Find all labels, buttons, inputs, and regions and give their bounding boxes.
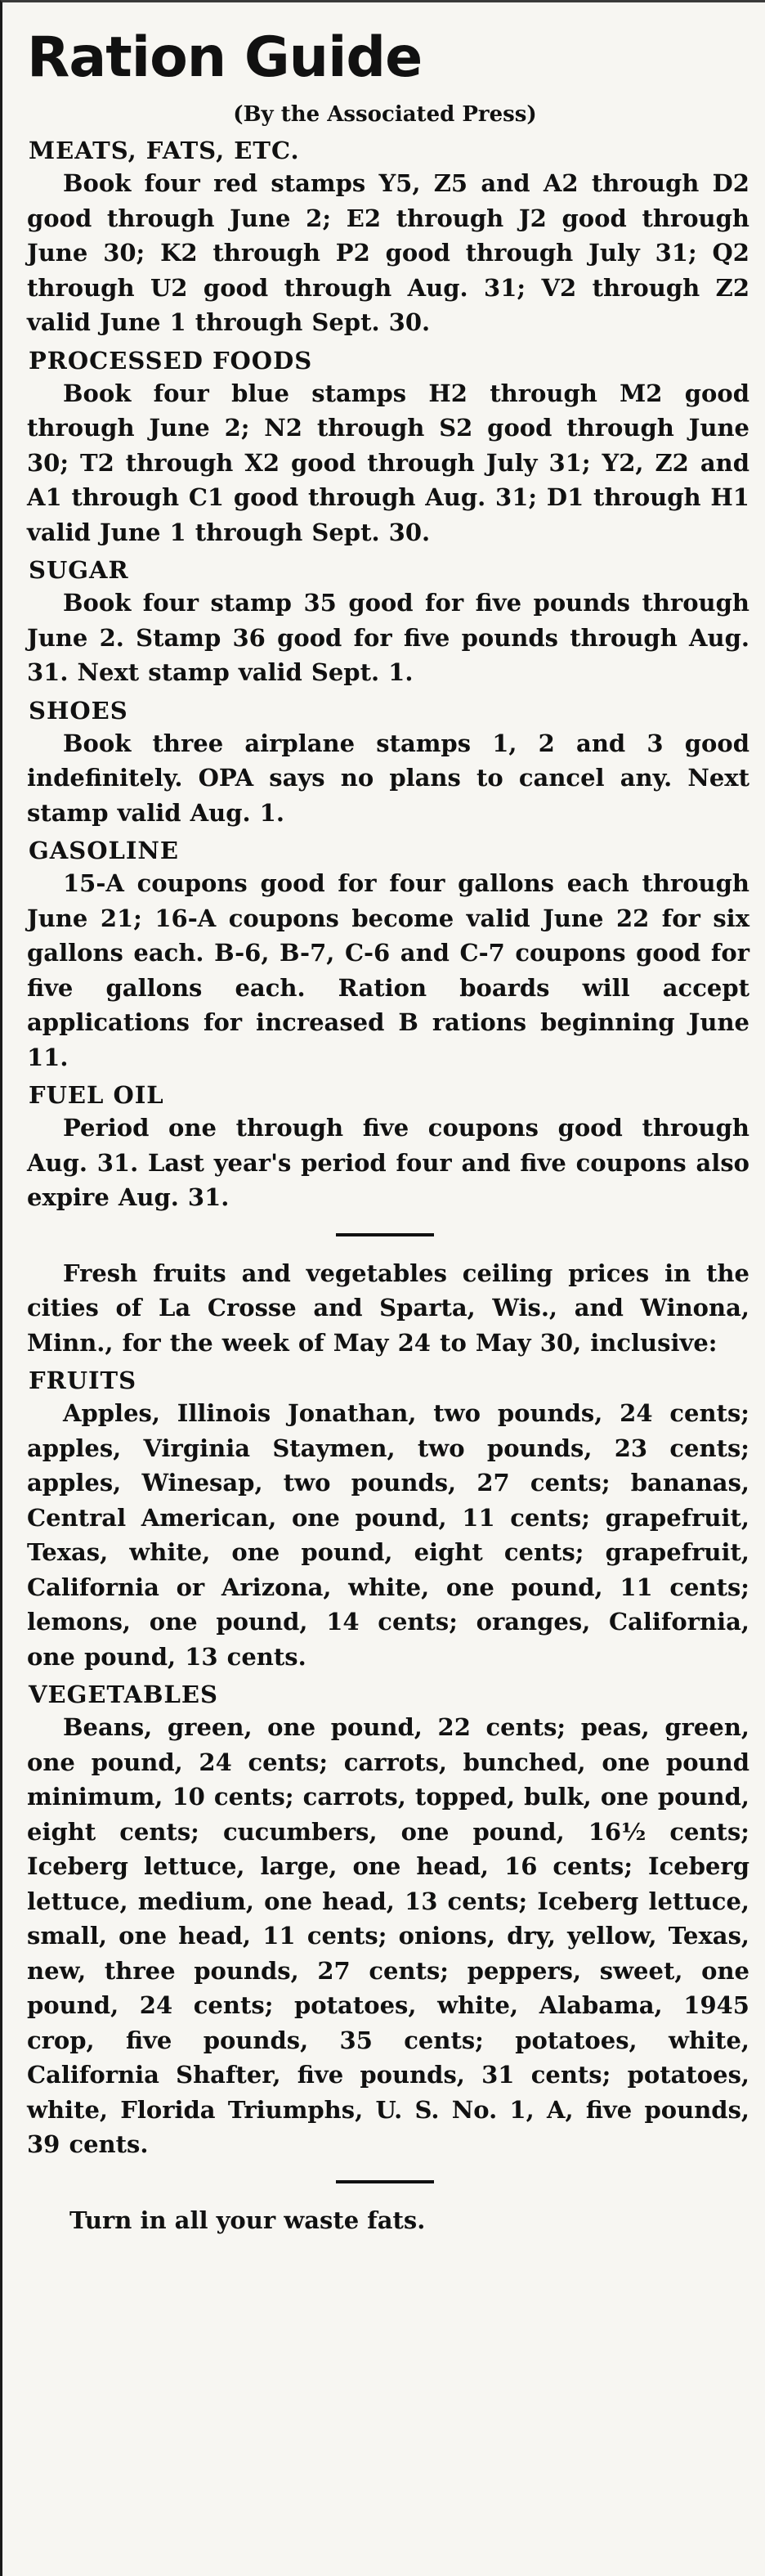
article-headline: Ration Guide <box>27 25 423 90</box>
section-heading-processed-foods: PROCESSED FOODS <box>29 346 313 375</box>
article-column <box>20 2 749 2237</box>
section-text-sugar: Book four stamp 35 good for five pounds through June 2. Stamp 36 good for five pounds through Aug. 31. Next stamp valid Sept. 1. <box>27 589 749 686</box>
section-text-meats: Book four red stamps Y5, Z5 and A2 through D2 good through June 2; E2 through J2 good through June 30; K2 through P2 good through July 31; Q2 through U2 good through Aug. 31; V2 through Z2 valid June 1 through Sept. 30. <box>27 169 749 336</box>
section-text-processed-foods: Book four blue stamps H2 through M2 good through June 2; N2 through S2 good through June 30; T2 through X2 good through July 31; Y2, Z2 and A1 through C1 good through Aug. 31; D1 through H1 valid June 1 through Sept. 30. <box>27 379 749 546</box>
section-text-shoes: Book three airplane stamps 1, 2 and 3 good indefinitely. OPA says no plans to cancel any. Next stamp valid Aug. 1. <box>27 729 749 827</box>
section-heading-fuel-oil: FUEL OIL <box>29 1081 164 1109</box>
closing-line: Turn in all your waste fats. <box>69 2206 426 2234</box>
section-divider <box>336 1233 434 1236</box>
prices-intro: Fresh fruits and vegetables ceiling prices in the cities of La Crosse and Sparta, Wis., and Winona, Minn., for the week of May 24 to May 30, inclusive: <box>27 1259 749 1357</box>
section-heading-shoes: SHOES <box>29 696 128 725</box>
section-heading-meats: MEATS, FATS, ETC. <box>29 137 300 164</box>
section-text-gasoline: 15-A coupons good for four gallons each through June 21; 16-A coupons become valid June 22 for six gallons each. B-6, B-7, C-6 and C-7 coupons good for five gallons each. Ration boards will accept applications for increased B rations beginning June 11. <box>27 869 749 1071</box>
section-text-fuel-oil: Period one through five coupons good through Aug. 31. Last year's period four and five coupons also expire Aug. 31. <box>27 1114 749 1211</box>
section-heading-vegetables: VEGETABLES <box>29 1681 218 1708</box>
closing-divider <box>336 2180 434 2183</box>
section-text-fruits: Apples, Illinois Jonathan, two pounds, 24 cents; apples, Virginia Staymen, two pounds, 23 cents; apples, Winesap, two pounds, 27 cents; bananas, Central American, one pound, 11 cents; grapefruit, Texas, white, one pound, eight cents; grapefruit, California or Arizona, white, one pound, 11 cents; lemons, one pound, 14 cents; oranges, California, one pound, 13 cents. <box>27 1399 749 1671</box>
section-heading-sugar: SUGAR <box>29 556 129 584</box>
section-heading-gasoline: GASOLINE <box>29 837 180 864</box>
section-heading-fruits: FRUITS <box>29 1367 137 1394</box>
article-byline: (By the Associated Press) <box>233 102 537 127</box>
section-text-vegetables: Beans, green, one pound, 22 cents; peas, green, one pound, 24 cents; carrots, bunched, one pound minimum, 10 cents; carrots, topped, bulk, one pound, eight cents; cucumbers, one pound, 16½ cents; Iceberg lettuce, large, one head, 16 cents; Iceberg lettuce, medium, one head, 13 cents; Iceberg lettuce, small, one head, 11 cents; onions, dry, yellow, Texas, new, three pounds, 27 cents; peppers, sweet, one pound, 24 cents; potatoes, white, Alabama, 1945 crop, five pounds, 35 cents; potatoes, white, California Shafter, five pounds, 31 cents; potatoes, white, Florida Triumphs, U. S. No. 1, A, five pounds, 39 cents. <box>27 1713 749 2158</box>
